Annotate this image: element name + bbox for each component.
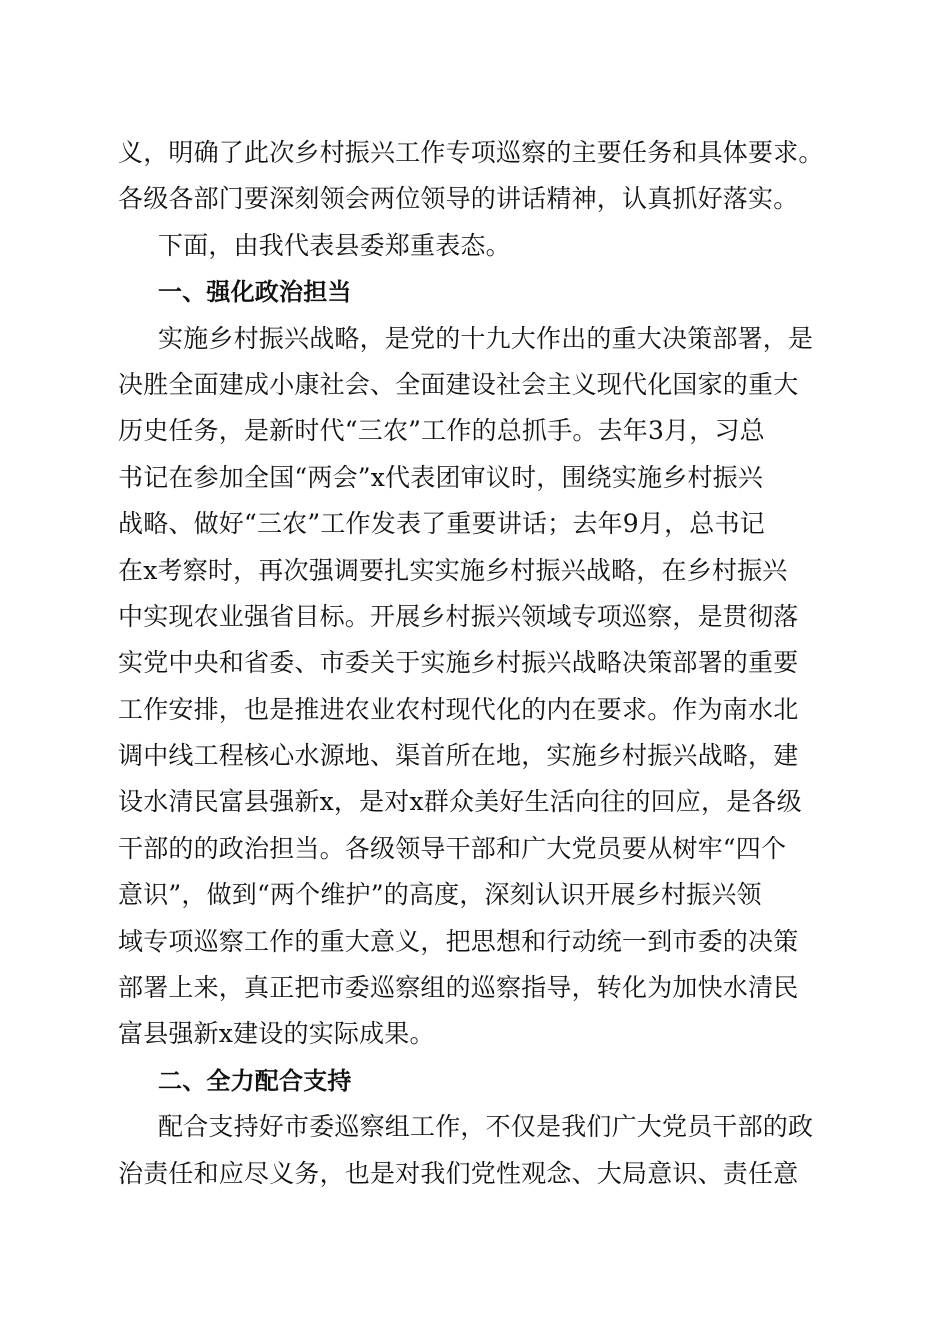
text-line: 各级各部门要深刻领会两位领导的讲话精神，认真抓好落实。: [118, 184, 799, 214]
text-line: 在x考察时，再次强调要扎实实施乡村振兴战略，在乡村振兴: [118, 555, 788, 585]
text-line: 中实现农业强省目标。开展乡村振兴领域专项巡察，是贯彻落: [118, 601, 799, 631]
text-line: 配合支持好市委巡察组工作，不仅是我们广大党员干部的政: [158, 1112, 814, 1142]
text-line: 下面，由我代表县委郑重表态。: [158, 230, 511, 260]
section-heading-1: 一、强化政治担当: [158, 278, 352, 307]
text-line: 部署上来，真正把市委巡察组的巡察指导，转化为加快水清民: [118, 973, 799, 1003]
section-heading-2: 二、全力配合支持: [158, 1066, 352, 1095]
text-line: 富县强新x建设的实际成果。: [118, 1019, 435, 1049]
text-line: 工作安排，也是推进农业农村现代化的内在要求。作为南水北: [118, 694, 799, 724]
text-line: 设水清民富县强新x，是对x群众美好生活向往的回应，是各级: [118, 787, 802, 817]
text-line: 历史任务，是新时代“三农”工作的总抓手。去年3月，习总: [118, 416, 765, 446]
document-body: [118, 130, 834, 1197]
text-line: 意识”，做到“两个维护”的高度，深刻认识开展乡村振兴领: [118, 880, 762, 910]
text-line: 决胜全面建成小康社会、全面建设社会主义现代化国家的重大: [118, 369, 799, 399]
text-line: 治责任和应尽义务，也是对我们党性观念、大局意识、责任意: [118, 1158, 799, 1188]
text-line: 实施乡村振兴战略，是党的十九大作出的重大决策部署，是: [158, 323, 814, 353]
text-line: 调中线工程核心水源地、渠首所在地，实施乡村振兴战略，建: [118, 741, 799, 771]
text-line: 域专项巡察工作的重大意义，把思想和行动统一到市委的决策: [118, 926, 799, 956]
text-line: 实党中央和省委、市委关于实施乡村振兴战略决策部署的重要: [118, 648, 799, 678]
text-line: 战略、做好“三农”工作发表了重要讲话；去年9月，总书记: [118, 509, 765, 539]
text-line: 干部的的政治担当。各级领导干部和广大党员要从树牢“四个: [118, 833, 787, 863]
text-line: 义，明确了此次乡村振兴工作专项巡察的主要任务和具体要求。: [118, 138, 824, 167]
text-line: 书记在参加全国“两会”x代表团审议时，围绕实施乡村振兴: [118, 462, 764, 492]
